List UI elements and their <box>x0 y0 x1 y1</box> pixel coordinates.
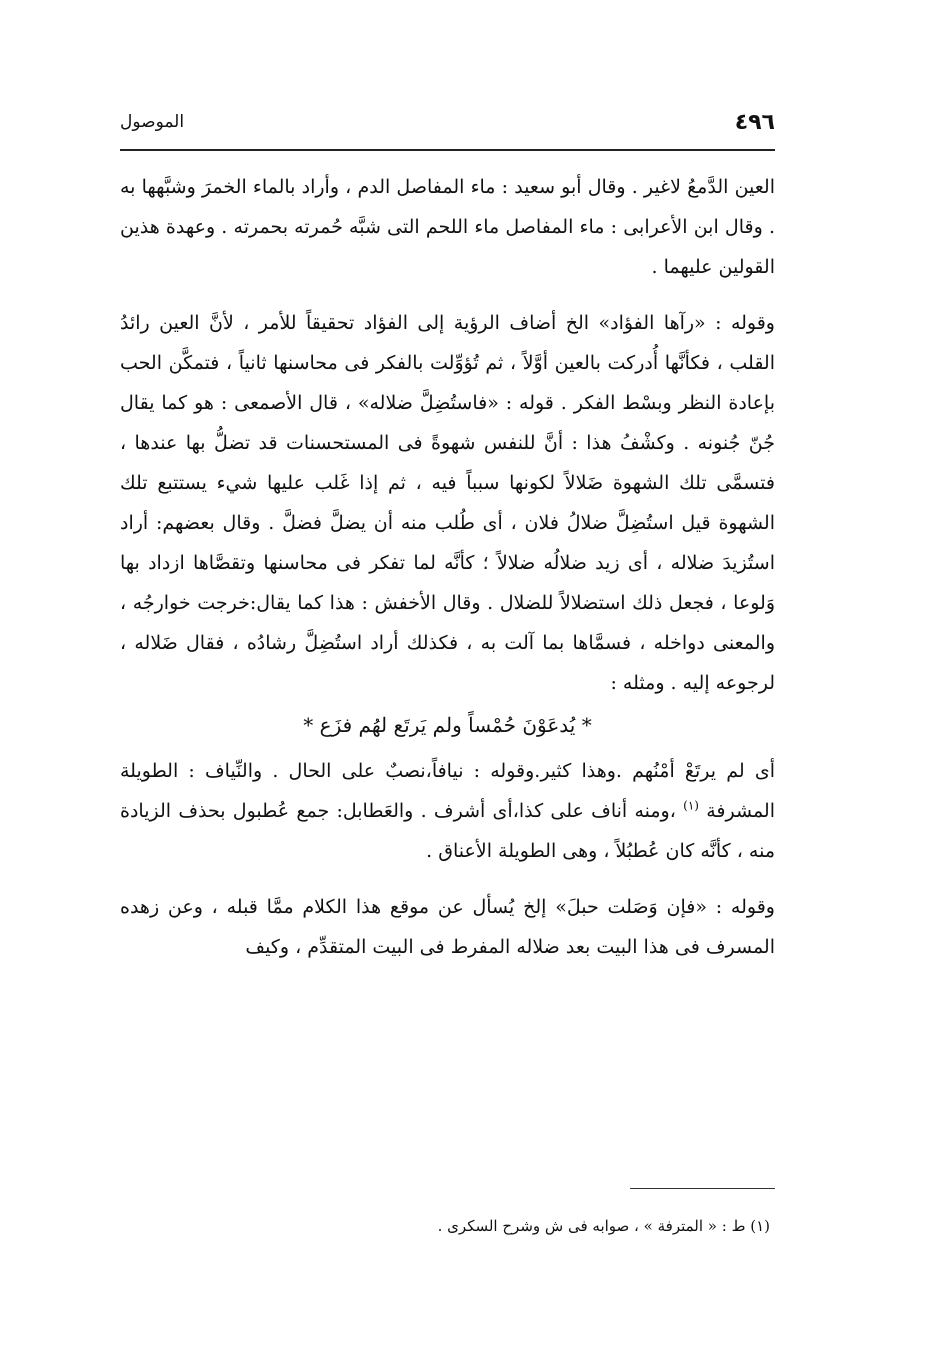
main-text <box>120 167 775 967</box>
footnote: (١) ط : « المترفة » ، صوابه فى ش وشرح السكرى . <box>437 1217 770 1235</box>
verse-line: * يُدعَوْنَ حُمْساً ولم يَرتَع لهُم فزَع * <box>303 713 592 737</box>
page-header <box>120 100 775 144</box>
paragraph-text: ،ومنه أناف على كذا،أى أشرف . والعَطابل: جمع عُطبول بحذف الزيادة منه ، كأنَّه كان عُطبُلاً ، وهى الطويلة الأعناق . <box>120 800 775 862</box>
paragraph <box>120 751 775 871</box>
paragraph: وقوله : «رآها الفؤاد» الخ أضاف الرؤية إلى الفؤاد تحقيقاً للأمر ، لأنَّ العين رائدُ القلب ، فكأنَّها أُدركت بالعين أوَّلاً ، ثم تُؤوِّلت بالفكر فى محاسنها ثانياً ، فتمكَّن الحب بإعادة النظر وبسْط الفكر . قوله : «فاستُضِلَّ ضلاله» ، قال الأصمعى : هو كما يقال جُنّ جُنونه . وكشْفُ هذا : أنَّ للنفس شهوةً فى المستحسنات قد تضلُّ بها عندها ، فتسمَّى تلك الشهوة ضَلالاً لكونها سبباً فيه ، ثم إذا غَلب عليها شيء يستتبع تلك الشهوة قيل استُضِلَّ ضلالُ فلان ، أى طُلب منه أن يضلَّ فضلَّ . وقال بعضهم: أراد استُزيدَ ضلاله ، أى زيد ضلالُه ضلالاً ؛ كأنَّه لما تفكر فى محاسنها وتقصَّاها ازداد بها وَلوعا ، فجعل ذلك استضلالاً للضلال . وقال الأخفش : هذا كما يقال:خرجت خوارجُه ، والمعنى دواخله ، فسمَّاها بما آلت به ، فكذلك أراد استُضِلَّ رشادُه ، فقال ضَلاله ، لرجوعه إليه . ومثله : <box>120 312 775 694</box>
paragraph: العين الدَّمعُ لاغير . وقال أبو سعيد : ماء المفاصل الدم ، وأراد بالماء الخمرَ وشبَّهها به . وقال ابن الأعرابى : ماء المفاصل ماء اللحم التى شبَّه حُمرته بحمرته . وعهدة هذين القولين عليهما . <box>120 176 775 278</box>
footnote-rule <box>630 1188 775 1189</box>
paragraph: وقوله : «فإن وَصَلت حبلَ» إلخ يُسأل عن موقع هذا الكلام ممَّا قبله ، وعن زهده المسرف فى هذا البيت بعد ضلاله المفرط فى البيت المتقدِّم ، وكيف <box>120 896 775 958</box>
running-title: الموصول <box>120 112 185 132</box>
header-rule <box>120 149 775 151</box>
footnote-marker: (١) <box>683 798 699 813</box>
page-number: ٤٩٦ <box>734 109 775 135</box>
paragraph-text: أى لم يرتَعْ أمْنُهم .وهذا كثير.وقوله : نيافاً،نصبٌ على الحال . والنِّياف : الطويلة المشرفة <box>120 760 776 822</box>
